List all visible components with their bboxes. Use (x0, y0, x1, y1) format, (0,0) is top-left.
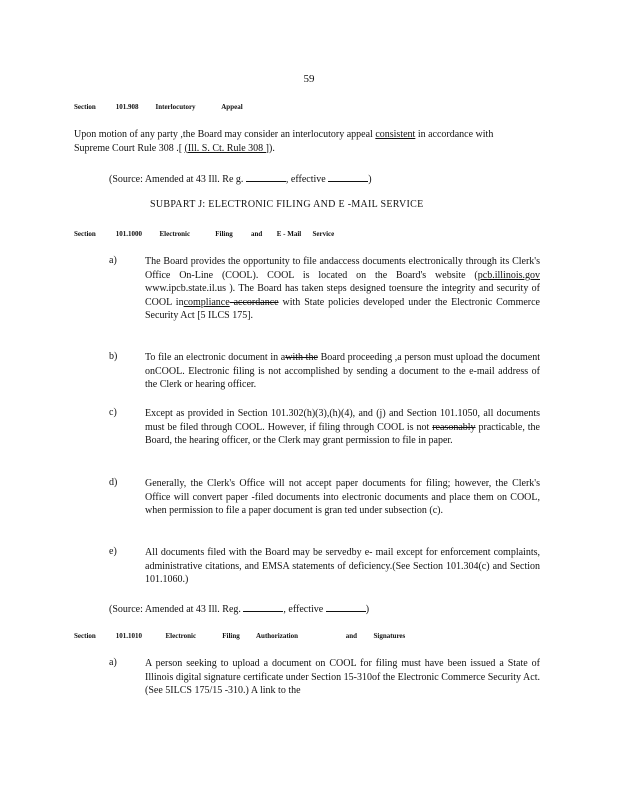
list-item-text: All documents filed with the Board may be servedby e- mail except for enforcement complaints, administrative citations, and EMSA statements of deficiency.(See Section 101.304(c) and Section 101.1060.) (145, 547, 540, 585)
section-title-word: Filing (222, 632, 240, 640)
list-item-label: b) (109, 351, 118, 362)
section-label: Section (74, 632, 96, 640)
source-text: (Source: Amended at 43 Ill. Reg. (109, 604, 241, 615)
section-title-word: and (251, 230, 263, 238)
list-item-text: A person seeking to upload a document on COOL for filing must have been issued a State of Illinois digital signature certificate under Section 15-310of the Electronic Commerce Security Act. (See 5ILCS 175/15 -310.) A link to the (145, 658, 540, 696)
list-item-label: a) (109, 657, 117, 668)
inserted-text: compliance (183, 296, 230, 308)
deleted-text: with the (285, 352, 318, 363)
list-item-label: e) (109, 546, 117, 557)
section-title-word: and (345, 632, 358, 640)
list-item-text: To file an electronic document in awith the Board proceeding ,a person must upload the document onCOOL. Electronic filing is not accomplished by sending a document to the e-mail address of the Clerk or hearing officer. (145, 352, 540, 390)
inserted-text: (Ill. S. Ct. Rule 308 ] (184, 142, 269, 154)
blank-line (328, 172, 368, 182)
body-text: in accordance with Supreme Court Rule 308 .[ (74, 129, 494, 154)
source-text: ) (365, 604, 370, 615)
section-title-word: Electronic (165, 632, 197, 640)
source-text: (Source: Amended at 43 Ill. Re g. (109, 174, 244, 185)
page-number: 59 (303, 73, 315, 85)
source-text: , effective (283, 604, 324, 615)
section-title-word: Appeal (221, 103, 243, 111)
section-title-word: Service (312, 230, 335, 238)
section-number: 101.908 (115, 103, 139, 111)
section-number: 101.1010 (115, 632, 142, 640)
blank-line (326, 602, 366, 612)
blank-line (243, 602, 283, 612)
section-title-word: Interlocutory (155, 103, 196, 111)
list-item-text: Generally, the Clerk's Office will not accept paper documents for filing; however, the Clerk's Office will convert paper -filed documents into electronic documents and place them on COOL, when permission to file a paper document is gran ted under subsection (c). (145, 478, 540, 516)
body-text: Upon motion of any party ,the Board may consider an interlocutory appeal (74, 129, 376, 140)
section-title-word: E - Mail (276, 230, 302, 238)
source-note-2 (109, 602, 369, 615)
section-number: 101.1000 (115, 230, 142, 238)
list-item-label: c) (109, 407, 117, 418)
section-title-word: Signatures (373, 632, 406, 640)
section-heading-101-908 (74, 103, 243, 111)
list-item-label: d) (109, 477, 118, 488)
section-title-word: Filing (215, 230, 233, 238)
list-item-text: Except as provided in Section 101.302(h)(3),(h)(4), and (j) and Section 101.1050, all documents must be filed through COOL. However, if filing through COOL is not reasonably practicable, the Board, the hearing officer, or the Clerk may grant permission to file in paper. (145, 408, 540, 446)
source-text: , effective (285, 174, 326, 185)
section-title-word: Authorization (256, 632, 298, 640)
section-heading-101-1010 (74, 632, 405, 640)
section-label: Section (74, 103, 96, 111)
section-label: Section (74, 230, 96, 238)
source-text: ) (368, 174, 372, 185)
list-item-text: The Board provides the opportunity to file andaccess documents electronically through its Clerk's Office On-Line (COOL). COOL is located on the Board's website (pcb.illinois.gov www.ipcb.state.il.us ). The Board has taken steps designed toensure the integrity and security of COOL incompliance accordance with State policies developed under the Electronic Commerce Security Act [5 ILCS 175]. (145, 256, 540, 321)
section-101-908-body (74, 128, 522, 155)
section-title-word: Electronic (159, 230, 191, 238)
body-text: ). (269, 142, 275, 154)
source-note-1 (109, 172, 372, 185)
deleted-text: accordance (229, 296, 279, 308)
inserted-text: pcb.illinois.gov (477, 269, 540, 281)
inserted-text: consistent (375, 129, 416, 140)
deleted-text: reasonably (432, 421, 476, 433)
blank-line (246, 172, 286, 182)
subpart-heading: SUBPART J: ELECTRONIC FILING AND E -MAIL SERVICE (150, 199, 424, 210)
list-item-label: a) (109, 255, 117, 266)
section-heading-101-1000 (74, 230, 334, 238)
